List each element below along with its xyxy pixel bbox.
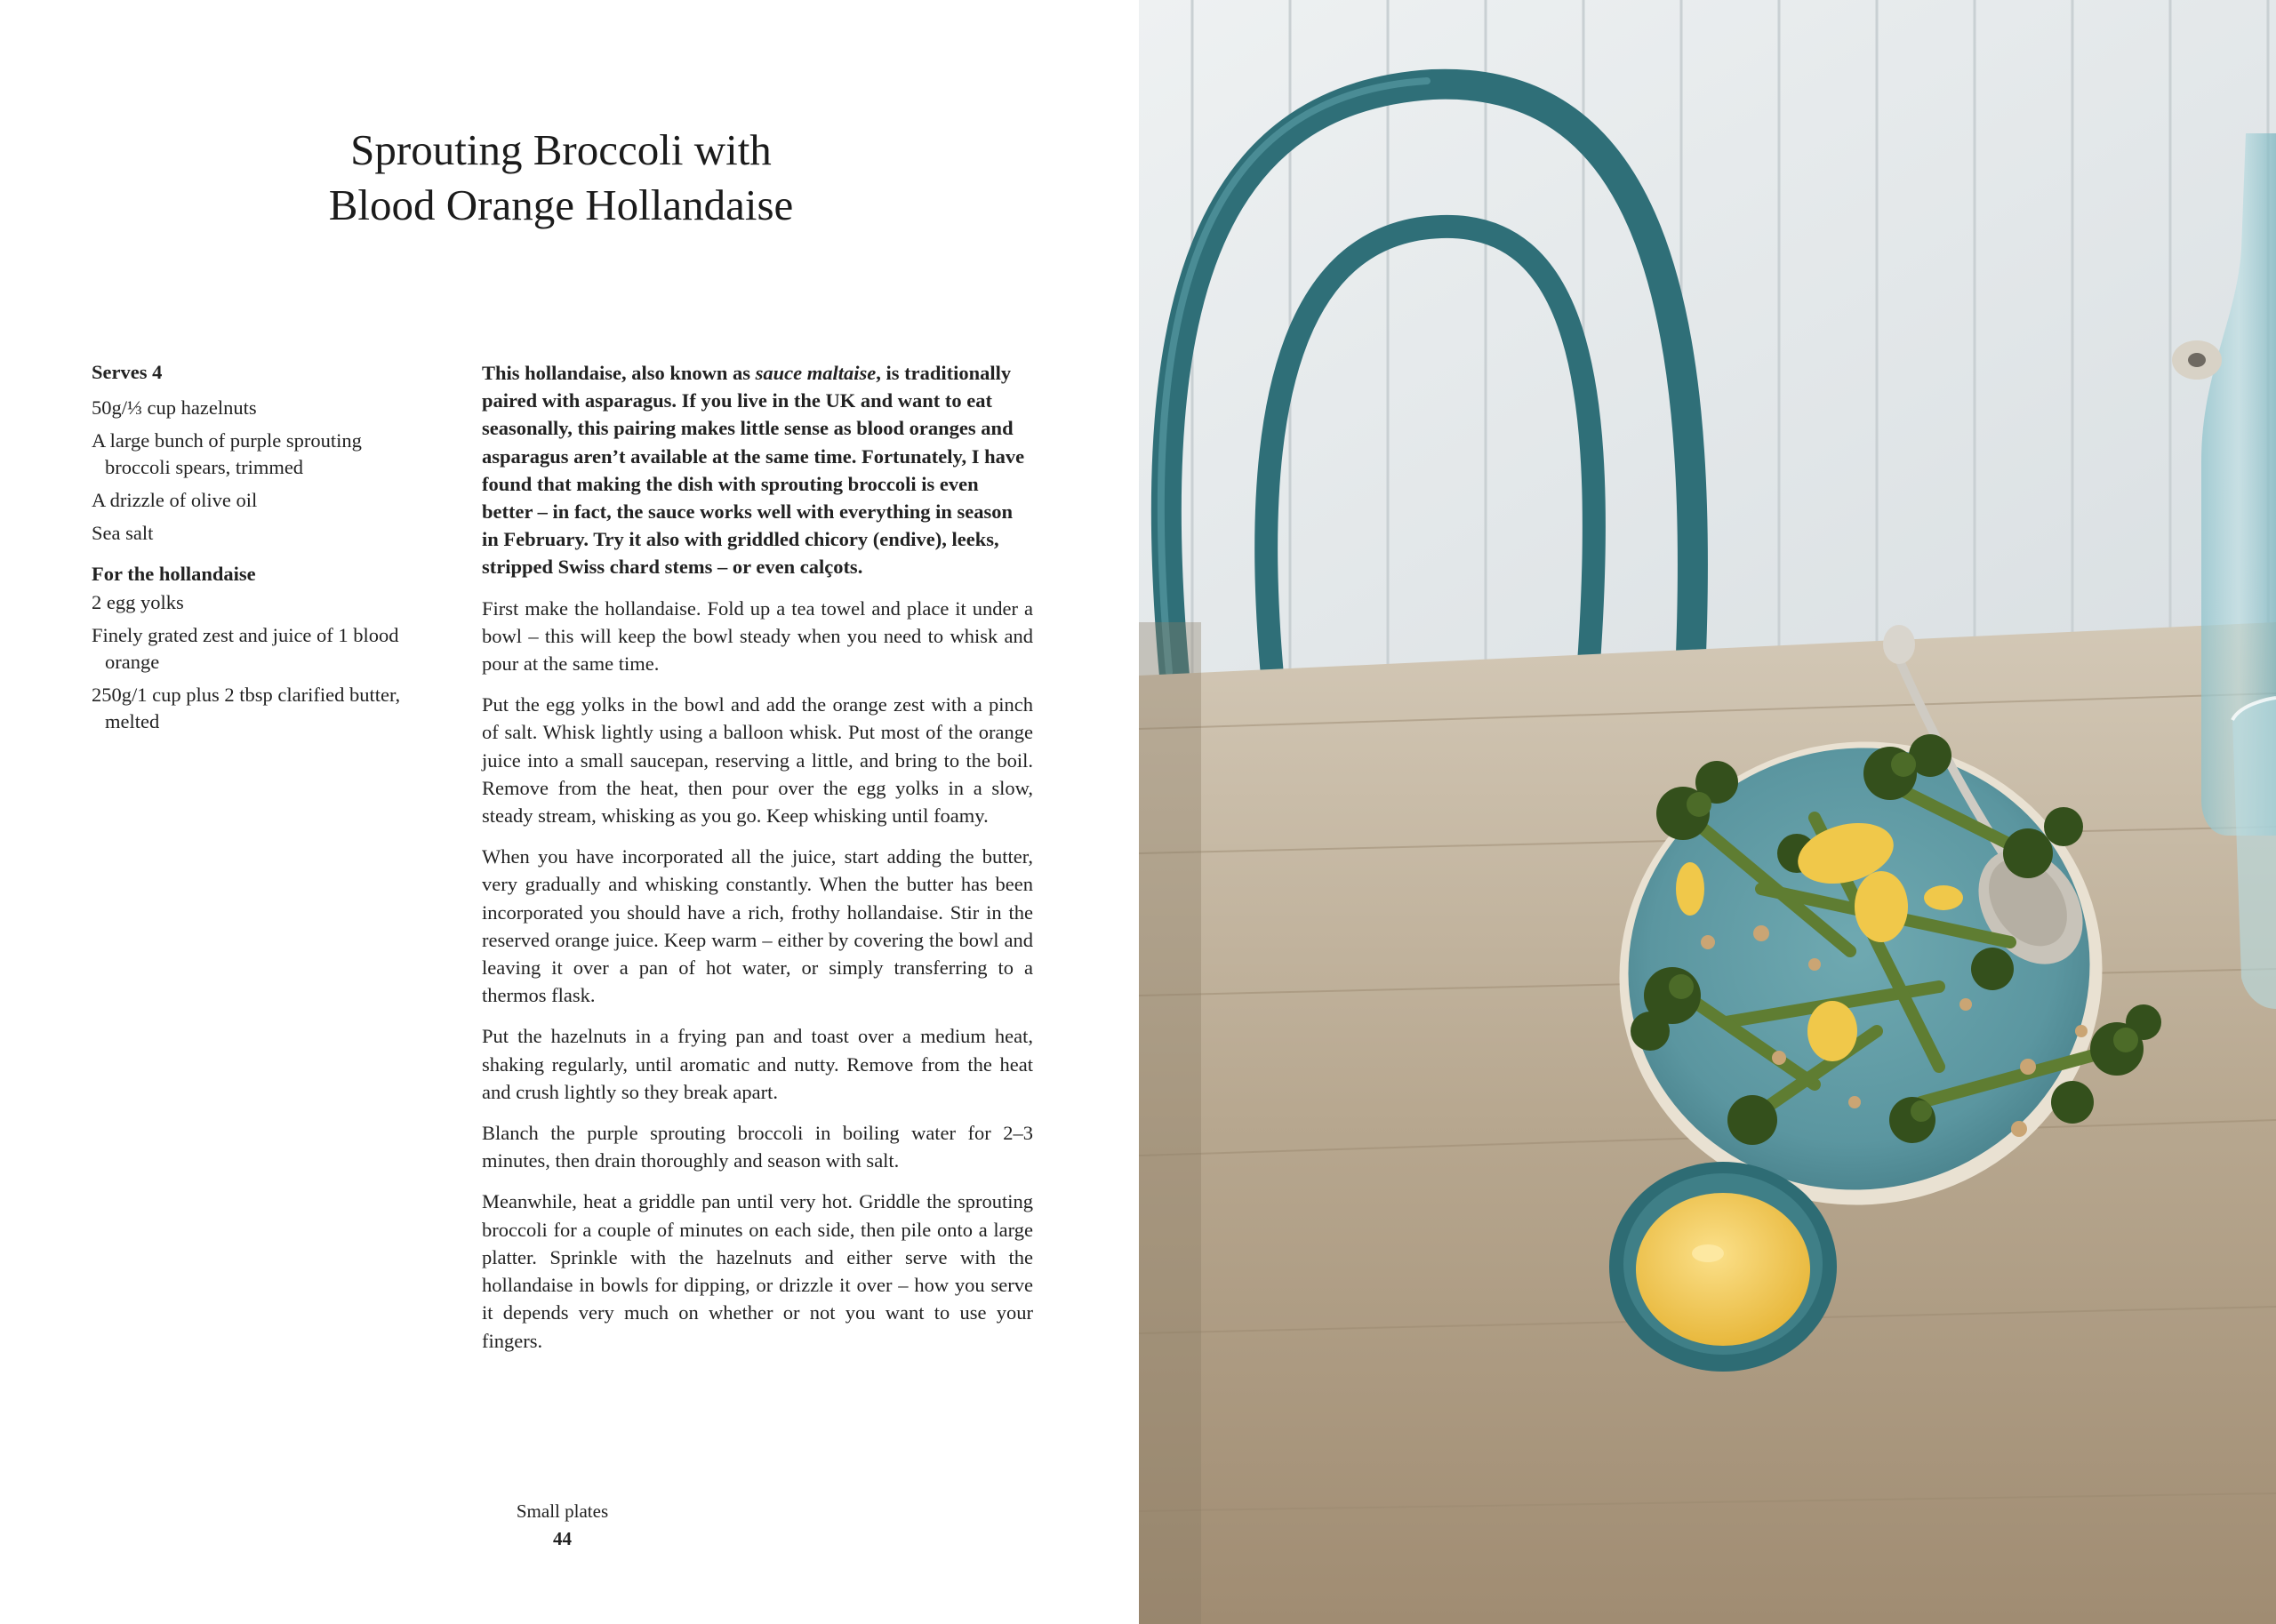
page-footer — [445, 1498, 680, 1553]
hollandaise-ingredient-item: 2 egg yolks — [92, 591, 184, 613]
page-number: 44 — [553, 1528, 572, 1549]
intro-emphasis: sauce maltaise — [755, 362, 877, 384]
recipe-photo — [1139, 0, 2276, 1624]
section-name: Small plates — [516, 1500, 609, 1522]
ingredient-item: Sea salt — [92, 522, 154, 544]
hollandaise-heading: For the hollandaise — [92, 563, 256, 585]
recipe-title-line-2: Blood Orange Hollandaise — [328, 180, 794, 229]
ingredients-column — [92, 359, 421, 741]
serves-heading: Serves 4 — [92, 361, 163, 383]
method-step: Put the egg yolks in the bowl and add the orange zest with a pinch of salt. Whisk lightly using a balloon whisk. Put most of the orange juice into a small saucepan, reserving a little, and bring to the boil. Remove from the heat, then pour over the egg yolks in a slow, steady stream, whisking as you go. Keep whisking until foamy. — [482, 693, 1033, 828]
method-step: Meanwhile, heat a griddle pan until very hot. Griddle the sprouting broccoli for a couple of minutes on each side, then pile onto a large platter. Sprinkle with the hazelnuts and either serve with the hollandaise in bowls for dipping, or drizzle it over – how you serve it depends very much on whether or not you want to use your fingers. — [482, 1190, 1033, 1352]
ingredient-item: A drizzle of olive oil — [92, 489, 258, 511]
method-step: Blanch the purple sprouting broccoli in boiling water for 2–3 minutes, then drain thoroughly and season with salt. — [482, 1122, 1033, 1172]
method-step: When you have incorporated all the juice, start adding the butter, very gradually and whisking constantly. When the butter has been incorporated you should have a rich, frothy hollandaise. Stir in the reserved orange juice. Keep warm – either by covering the bowl and leaving it over a pan of hot water, or simply transferring to a thermos flask. — [482, 845, 1033, 1007]
method-column — [482, 359, 1033, 1368]
method-step: First make the hollandaise. Fold up a tea towel and place it under a bowl – this will keep the bowl steady when you need to whisk and pour at the same time. — [482, 596, 1033, 676]
recipe-title — [0, 123, 1122, 233]
intro-text-end: , is traditionally paired with asparagus. If you live in the UK and want to eat seasonally, this pairing makes little sense as blood oranges and asparagus aren’t available at the same time. Fortunately, I have found that making the dish with sprouting broccoli is even better – in fact, the sauce works well with everything in season in February. Try it also with griddled chicory (endive), leeks, stripped Swiss chard stems – or even calçots. — [482, 362, 1025, 579]
intro-text-start: This hollandaise, also known as — [482, 362, 756, 384]
recipe-photo-illustration — [1139, 0, 2276, 1624]
ingredient-item: 50g/⅓ cup hazelnuts — [92, 396, 257, 419]
hollandaise-bowl — [1609, 1162, 1837, 1372]
ingredient-item: A large bunch of purple sprouting broccoli spears, trimmed — [92, 429, 362, 478]
intro-paragraph — [482, 359, 1033, 581]
recipe-title-line-1: Sprouting Broccoli with — [350, 125, 772, 174]
hollandaise-ingredient-item: 250g/1 cup plus 2 tbsp clarified butter, melted — [92, 684, 401, 732]
method-step: Put the hazelnuts in a frying pan and toast over a medium heat, shaking regularly, until aromatic and nutty. Remove from the heat and crush lightly so they break apart. — [482, 1025, 1033, 1103]
hollandaise-ingredient-item: Finely grated zest and juice of 1 blood orange — [92, 624, 399, 673]
